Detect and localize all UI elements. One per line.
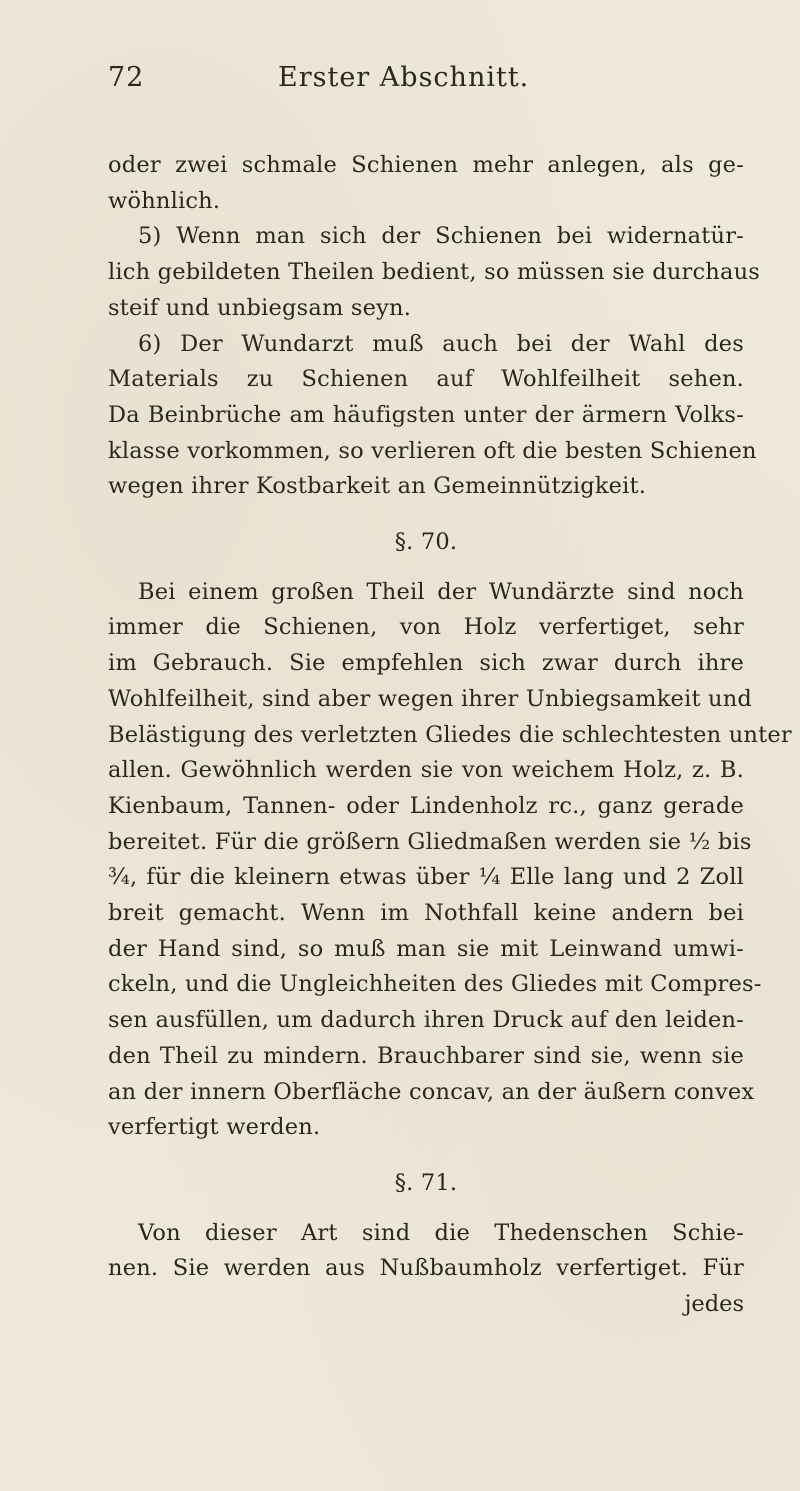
section-71-heading: §. 71. [394, 1169, 458, 1196]
paragraph-1 [108, 148, 744, 219]
text-line: ckeln, und die Ungleichheiten des Gliedes mit Compres- [108, 971, 762, 998]
text-line: verfertigt werden. [108, 1114, 321, 1141]
text-line: 5) Wenn man sich der Schienen bei widernatür- [138, 223, 744, 250]
text-line: der Hand sind, so muß man sie mit Leinwand umwi- [108, 935, 744, 962]
text-line: allen. Gewöhnlich werden sie von weichem Holz, z. B. [108, 757, 744, 784]
text-line: klasse vorkommen, so verlieren oft die besten Schienen [108, 437, 757, 464]
text-line: 6) Der Wundarzt muß auch bei der Wahl des [138, 330, 744, 357]
section-71-text [108, 1216, 744, 1287]
text-line: Materials zu Schienen auf Wohlfeilheit sehen. [108, 366, 744, 393]
text-line: Da Beinbrüche am häufigsten unter der ärmern Volks- [108, 401, 744, 428]
text-line: wegen ihrer Kostbarkeit an Gemeinnützigkeit. [108, 473, 647, 500]
text-line: breit gemacht. Wenn im Nothfall keine andern bei [108, 900, 744, 927]
text-line: Von dieser Art sind die Thedenschen Schie- [138, 1219, 744, 1246]
text-line: Kienbaum, Tannen- oder Lindenholz rc., ganz gerade [108, 792, 744, 819]
text-line: lich gebildeten Theilen bedient, so müssen sie durchaus [108, 259, 761, 286]
text-line: bereitet. Für die größern Gliedmaßen werden sie ½ bis [108, 828, 752, 855]
text-line: an der innern Oberfläche concav, an der äußern convex [108, 1078, 755, 1105]
paragraph-6 [108, 327, 757, 506]
text-line: oder zwei schmale Schienen mehr anlegen, als ge- [108, 152, 744, 178]
page-number: 72 [108, 62, 145, 93]
section-70-text [108, 575, 792, 1146]
text-line: ¾, für die kleinern etwas über ¼ Elle lang und 2 Zoll [108, 864, 744, 891]
text-line: Belästigung des verletzten Gliedes die schlechtesten unter [108, 721, 792, 748]
catchword: jedes [684, 1291, 744, 1318]
text-line: steif und unbiegsam seyn. [108, 294, 412, 321]
text-line: nen. Sie werden aus Nußbaumholz verfertiget. Für [108, 1255, 744, 1282]
text-line: im Gebrauch. Sie empfehlen sich zwar durch ihre [108, 650, 744, 677]
section-title: Erster Abschnitt. [278, 62, 530, 93]
text-line: wöhnlich. [108, 187, 221, 214]
section-70-heading: §. 70. [394, 529, 458, 556]
text-line: sen ausfüllen, um dadurch ihren Druck auf den leiden- [108, 1007, 744, 1034]
text-line: Bei einem großen Theil der Wundärzte sind noch [138, 578, 744, 605]
text-line: den Theil zu mindern. Brauchbarer sind sie, wenn sie [108, 1042, 744, 1069]
text-line: Wohlfeilheit, sind aber wegen ihrer Unbiegsamkeit und [108, 685, 753, 712]
paragraph-5 [108, 219, 761, 326]
running-header [108, 62, 744, 114]
text-line: immer die Schienen, von Holz verfertiget, sehr [108, 614, 744, 641]
